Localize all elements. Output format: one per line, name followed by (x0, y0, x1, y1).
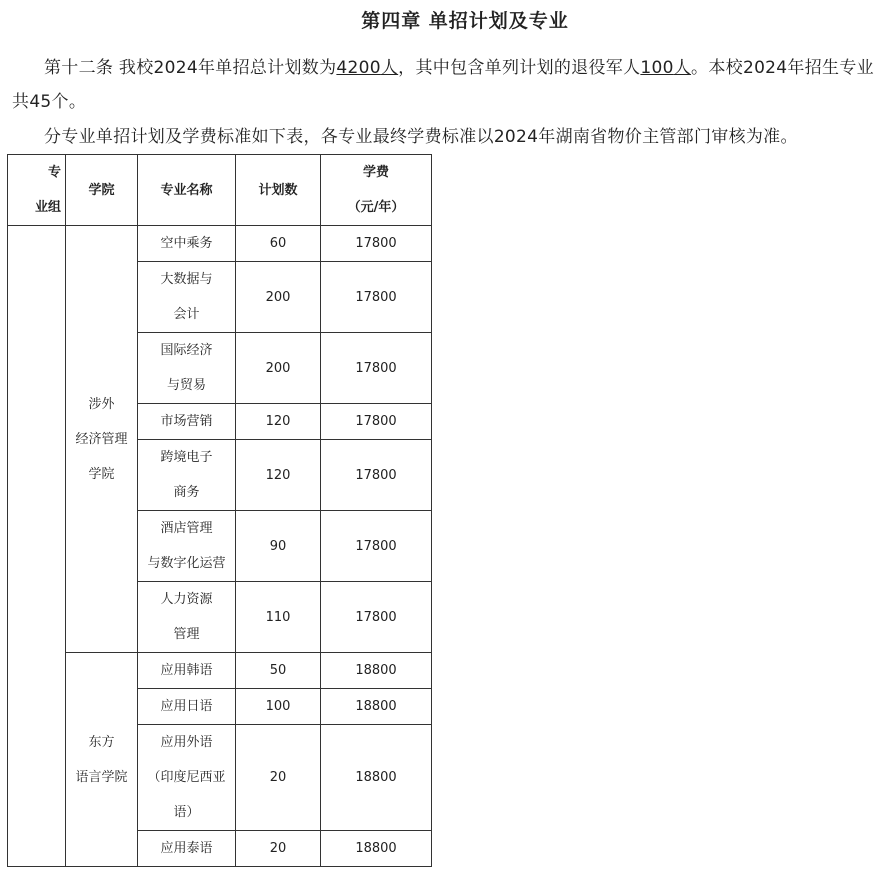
plan-cell: 200 (236, 262, 321, 333)
article-12-paragraph (12, 51, 888, 119)
plan-cell: 120 (236, 440, 321, 511)
fee-cell: 17800 (321, 440, 432, 511)
para1-intro: 第十二条 我校 (44, 58, 154, 78)
major-cell: 酒店管理 与数字化运营 (138, 511, 236, 582)
header-plan: 计划数 (236, 155, 321, 226)
table-row (8, 653, 432, 689)
plan-cell: 50 (236, 653, 321, 689)
plan-cell: 60 (236, 226, 321, 262)
veterans-unit: 人 (673, 58, 692, 78)
para2-year: 2024 (493, 127, 539, 147)
fee-cell: 18800 (321, 831, 432, 867)
fee-cell: 18800 (321, 689, 432, 725)
para1-text4: 年招生专业共 (12, 58, 874, 112)
table-header-row (8, 155, 432, 226)
header-fee: 学费 （元/年） (321, 155, 432, 226)
plan-cell: 20 (236, 831, 321, 867)
major-cell: 应用日语 (138, 689, 236, 725)
fee-cell: 17800 (321, 262, 432, 333)
para1-text2: ，其中包含单列计划的退役军人 (398, 58, 641, 78)
enrollment-plan-table (7, 154, 432, 867)
major-cell: 应用泰语 (138, 831, 236, 867)
major-cell: 空中乘务 (138, 226, 236, 262)
major-cell: 市场营销 (138, 404, 236, 440)
college-cell: 涉外 经济管理 学院 (66, 226, 138, 653)
major-cell: 应用韩语 (138, 653, 236, 689)
para1-text5: 个。 (51, 92, 87, 112)
table-row (8, 226, 432, 262)
para1-year: 2024 (153, 58, 198, 78)
college-cell: 东方 语言学院 (66, 653, 138, 867)
veterans-number: 100 (640, 58, 674, 78)
para1-text3: 。本校 (691, 58, 743, 78)
para2-text2: 年湖南省物价主管部门审核为准。 (538, 127, 798, 147)
plan-cell: 100 (236, 689, 321, 725)
major-cell: 大数据与 会计 (138, 262, 236, 333)
header-group: 专 业组 (8, 155, 66, 226)
fee-cell: 17800 (321, 582, 432, 653)
plan-cell: 110 (236, 582, 321, 653)
fee-cell: 18800 (321, 725, 432, 831)
fee-cell: 17800 (321, 511, 432, 582)
plan-cell: 200 (236, 333, 321, 404)
major-cell: 跨境电子 商务 (138, 440, 236, 511)
table-intro-paragraph (12, 120, 888, 154)
fee-cell: 17800 (321, 226, 432, 262)
fee-cell: 17800 (321, 333, 432, 404)
para2-text1: 分专业单招计划及学费标准如下表，各专业最终学费标准以 (44, 127, 494, 147)
total-plan-unit: 人 (380, 58, 399, 78)
fee-cell: 17800 (321, 404, 432, 440)
total-plan-number: 4200 (336, 58, 381, 78)
para1-year2: 2024 (742, 58, 788, 78)
group-cell (8, 226, 66, 867)
majors-count: 45 (29, 92, 52, 112)
plan-cell: 90 (236, 511, 321, 582)
para1-text1: 年单招总计划数为 (197, 58, 337, 78)
chapter-title: 第四章 单招计划及专业 (361, 10, 569, 32)
plan-cell: 120 (236, 404, 321, 440)
plan-cell: 20 (236, 725, 321, 831)
major-cell: 国际经济 与贸易 (138, 333, 236, 404)
major-cell: 人力资源 管理 (138, 582, 236, 653)
fee-cell: 18800 (321, 653, 432, 689)
header-major: 专业名称 (138, 155, 236, 226)
header-college: 学院 (66, 155, 138, 226)
major-cell: 应用外语 （印度尼西亚 语） (138, 725, 236, 831)
